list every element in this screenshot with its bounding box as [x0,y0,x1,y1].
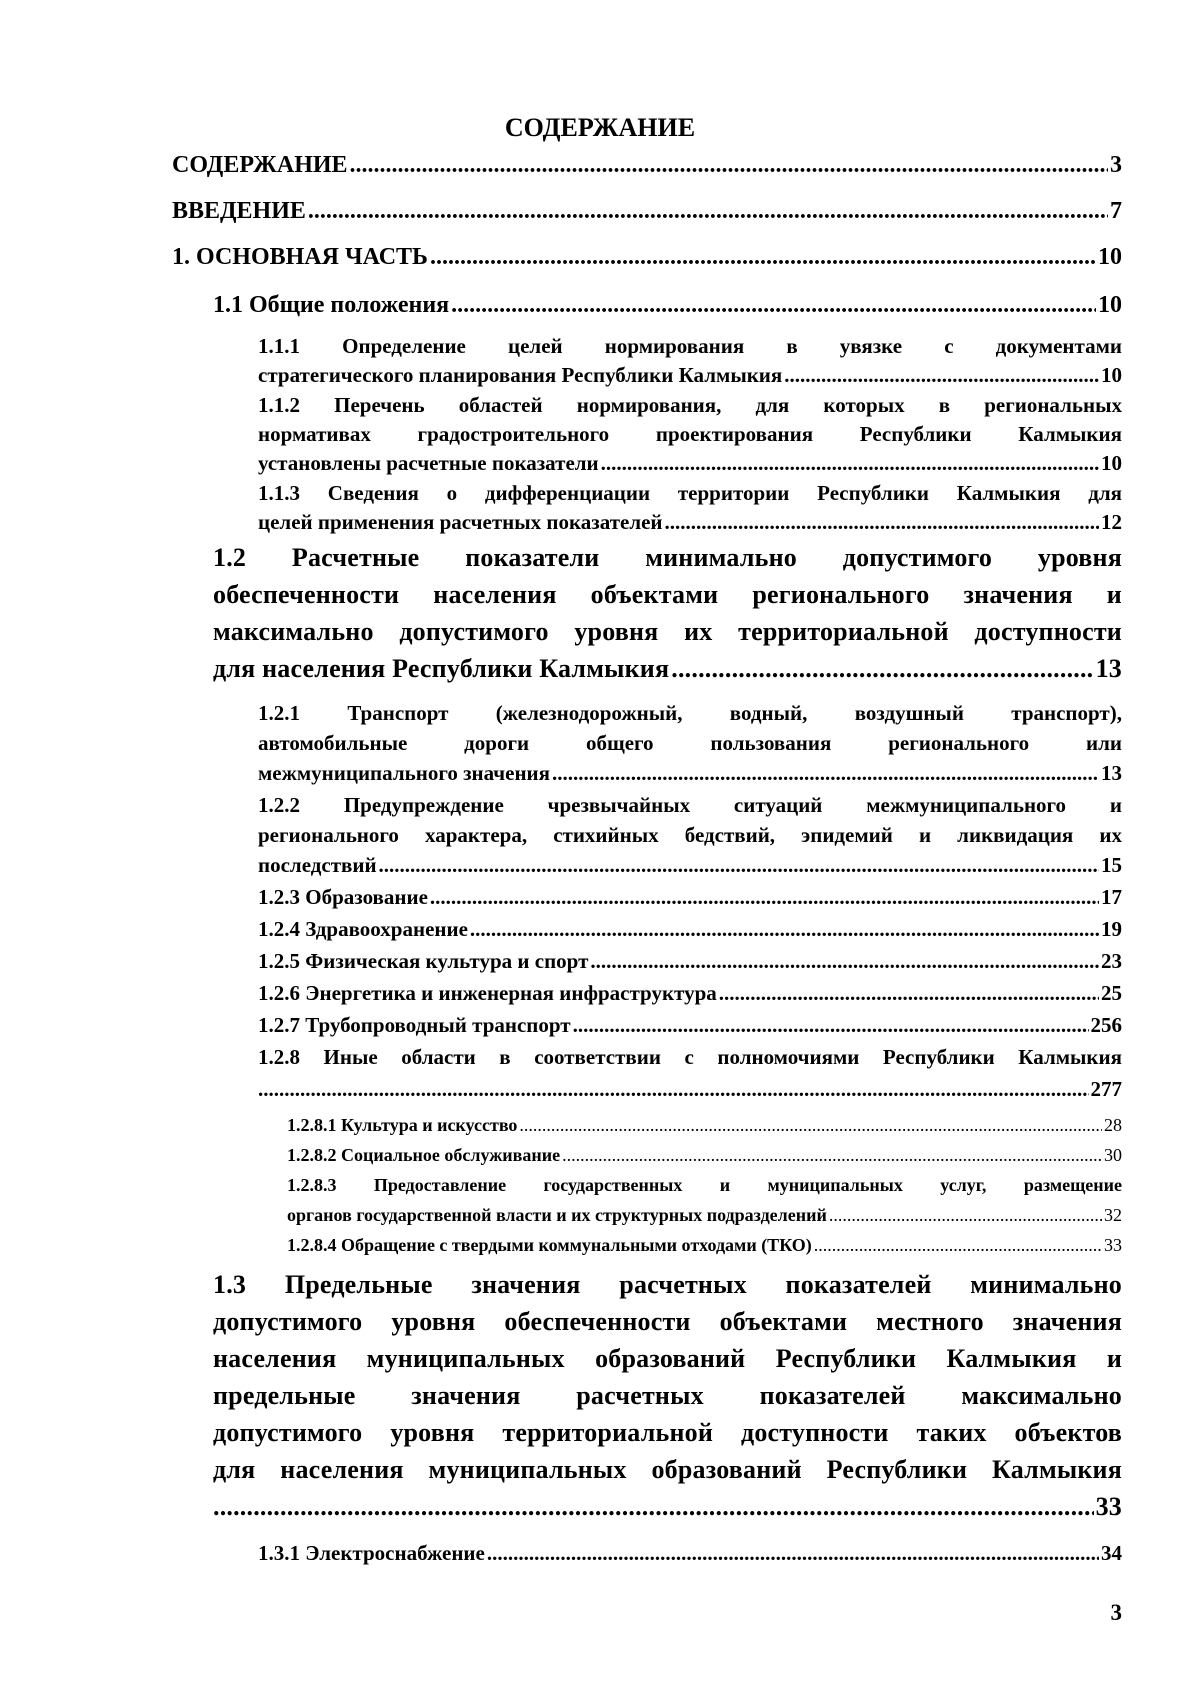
toc-entry-page: 33 [1095,1492,1122,1521]
toc-entry-line[interactable]: автомобильные дороги общего пользования регионального или [258,731,1122,755]
toc-heading: СОДЕРЖАНИЕ [504,113,696,142]
dot-leader [308,196,1108,226]
dot-leader [719,980,1099,1006]
toc-entry-page: 17 [1101,885,1122,909]
toc-entry-title: межмуниципального значения [258,761,551,785]
toc-entry[interactable] [258,884,1122,910]
toc-entry-title: для населения Республики Калмыкия [213,654,670,683]
toc-entry-title: установлены расчетные показатели [258,451,599,475]
toc-entry-page: 13 [1095,654,1122,683]
page-number: 3 [1110,1600,1122,1625]
toc-entry-line[interactable]: 1.1.3 Сведения о дифференциации территории Республики Калмыкия для [258,481,1122,505]
toc-entry-page: 10 [1098,244,1122,270]
toc-entry-title: 1.2.3 Образование [258,885,428,909]
dot-leader [519,1114,1102,1136]
toc-entry[interactable] [172,242,1122,272]
toc-entry[interactable] [258,948,1122,974]
toc-entry-page: 15 [1101,853,1122,877]
toc-entry[interactable] [287,1204,1122,1226]
toc-entry-line[interactable]: населения муниципальных образований Республики Калмыкия и [213,1344,1122,1373]
toc-entry[interactable] [213,1490,1122,1524]
toc-entry-page: 10 [1101,451,1122,475]
toc-entry-line[interactable]: для населения муниципальных образований Республики Калмыкия [213,1455,1122,1484]
toc-entry-title: 1.2.8.4 Обращение с твердыми коммунальными отходами (ТКО) [287,1235,812,1255]
dot-leader [590,948,1099,974]
toc-entry-title: 1.2.8.1 Культура и искусство [287,1115,518,1135]
dot-leader [430,884,1099,910]
toc-entry-page: 30 [1104,1145,1122,1165]
toc-entry[interactable] [258,760,1122,786]
dot-leader [487,1540,1099,1566]
toc-entry-title: 1.2.4 Здравоохранение [258,917,468,941]
dot-leader [350,150,1108,180]
toc-entry-title: СОДЕРЖАНИЕ [172,152,348,178]
toc-entry-line[interactable]: максимально допустимого уровня их территориальной доступности [213,617,1122,646]
toc-entry-line[interactable]: обеспеченности населения объектами регионального значения и [213,580,1122,609]
dot-leader [470,916,1099,942]
toc-entry-page: 13 [1101,761,1122,785]
toc-entry[interactable] [258,916,1122,942]
toc-entry-page: 7 [1110,198,1122,224]
dot-leader [552,760,1099,786]
toc-entry-line[interactable]: 1.1.2 Перечень областей нормирования, для которых в региональных [258,393,1122,417]
toc-entry-title: 1.1 Общие положения [213,292,450,318]
dot-leader [601,450,1099,476]
dot-leader [573,1012,1089,1038]
toc-entry[interactable] [287,1114,1122,1136]
dot-leader [213,1490,1094,1524]
toc-entry-page: 25 [1101,981,1122,1005]
toc-entry-page: 19 [1101,917,1122,941]
toc-entry[interactable] [258,1012,1122,1038]
toc-entry-page: 10 [1101,363,1122,387]
toc-entry-title: органов государственной власти и их структурных подразделений [287,1205,827,1225]
toc-entry[interactable] [213,652,1122,686]
toc-entry-line[interactable]: допустимого уровня территориальной доступности таких объектов [213,1418,1122,1447]
toc-entry-line[interactable]: регионального характера, стихийных бедствий, эпидемий и ликвидация их [258,823,1122,847]
toc-entry-title: ВВЕДЕНИЕ [172,198,306,224]
toc-entry-title: 1. ОСНОВНАЯ ЧАСТЬ [172,244,428,270]
toc-entry-page: 3 [1110,152,1122,178]
toc-entry-title: 1.2.5 Физическая культура и спорт [258,949,589,973]
toc-entry[interactable] [172,196,1122,226]
toc-entry-line[interactable]: 1.2.8 Иные области в соответствии с полномочиями Республики Калмыкия [258,1045,1122,1069]
toc-entry-line[interactable]: 1.3 Предельные значения расчетных показателей минимально [213,1270,1122,1299]
toc-entry-line[interactable]: допустимого уровня обеспеченности объектами местного значения [213,1307,1122,1336]
toc-entry[interactable] [258,1076,1122,1102]
toc-entry-line[interactable]: 1.2 Расчетные показатели минимально допустимого уровня [213,543,1122,572]
toc-entry-title: 1.3.1 Электроснабжение [258,1541,485,1565]
toc-entry-line[interactable]: 1.2.1 Транспорт (железнодорожный, водный, воздушный транспорт), [258,701,1122,725]
toc-entry-title: целей применения расчетных показателей [258,510,663,534]
toc-entry-line[interactable]: 1.2.2 Предупреждение чрезвычайных ситуаций межмуниципального и [258,793,1122,817]
toc-entry-page: 28 [1104,1115,1122,1135]
toc-entry[interactable] [287,1234,1122,1256]
toc-entry[interactable] [258,362,1122,388]
dot-leader [829,1204,1102,1226]
toc-entry-page: 23 [1101,949,1122,973]
toc-entry-title: 1.2.6 Энергетика и инженерная инфраструктура [258,981,717,1005]
toc-entry-line[interactable]: 1.1.1 Определение целей нормирования в увязке с документами [258,334,1122,358]
dot-leader [665,509,1099,535]
dot-leader [784,362,1099,388]
toc-entry-page: 33 [1104,1235,1122,1255]
toc-entry-page: 277 [1090,1077,1122,1101]
toc-entry[interactable] [258,980,1122,1006]
toc-entry-line[interactable]: предельные значения расчетных показателей максимально [213,1381,1122,1410]
toc-entry[interactable] [213,290,1122,320]
toc-entry-page: 12 [1101,510,1122,534]
dot-leader [562,1144,1102,1166]
toc-entry-title: стратегического планирования Республики Калмыкия [258,363,783,387]
toc-entry-page: 256 [1090,1013,1122,1037]
dot-leader [814,1234,1102,1256]
toc-entry-page: 34 [1101,1541,1122,1565]
toc-entry-title: последствий [258,853,377,877]
toc-entry[interactable] [172,150,1122,180]
dot-leader [671,652,1093,686]
toc-entry-page: 32 [1104,1205,1122,1225]
toc-entry-page: 10 [1098,292,1122,318]
toc-entry[interactable] [258,450,1122,476]
toc-entry-title: 1.2.8.2 Социальное обслуживание [287,1145,561,1165]
toc-entry[interactable] [258,509,1122,535]
toc-entry[interactable] [258,852,1122,878]
toc-entry[interactable] [258,1540,1122,1566]
toc-entry[interactable] [287,1144,1122,1166]
toc-entry-title: 1.2.7 Трубопроводный транспорт [258,1013,571,1037]
dot-leader [379,852,1099,878]
toc-entry-line[interactable]: нормативах градостроительного проектирования Республики Калмыкия [258,422,1122,446]
dot-leader [430,242,1096,272]
dot-leader [258,1076,1089,1102]
dot-leader [451,290,1096,320]
toc-entry-line[interactable]: 1.2.8.3 Предоставление государственных и муниципальных услуг, размещение [287,1175,1122,1195]
